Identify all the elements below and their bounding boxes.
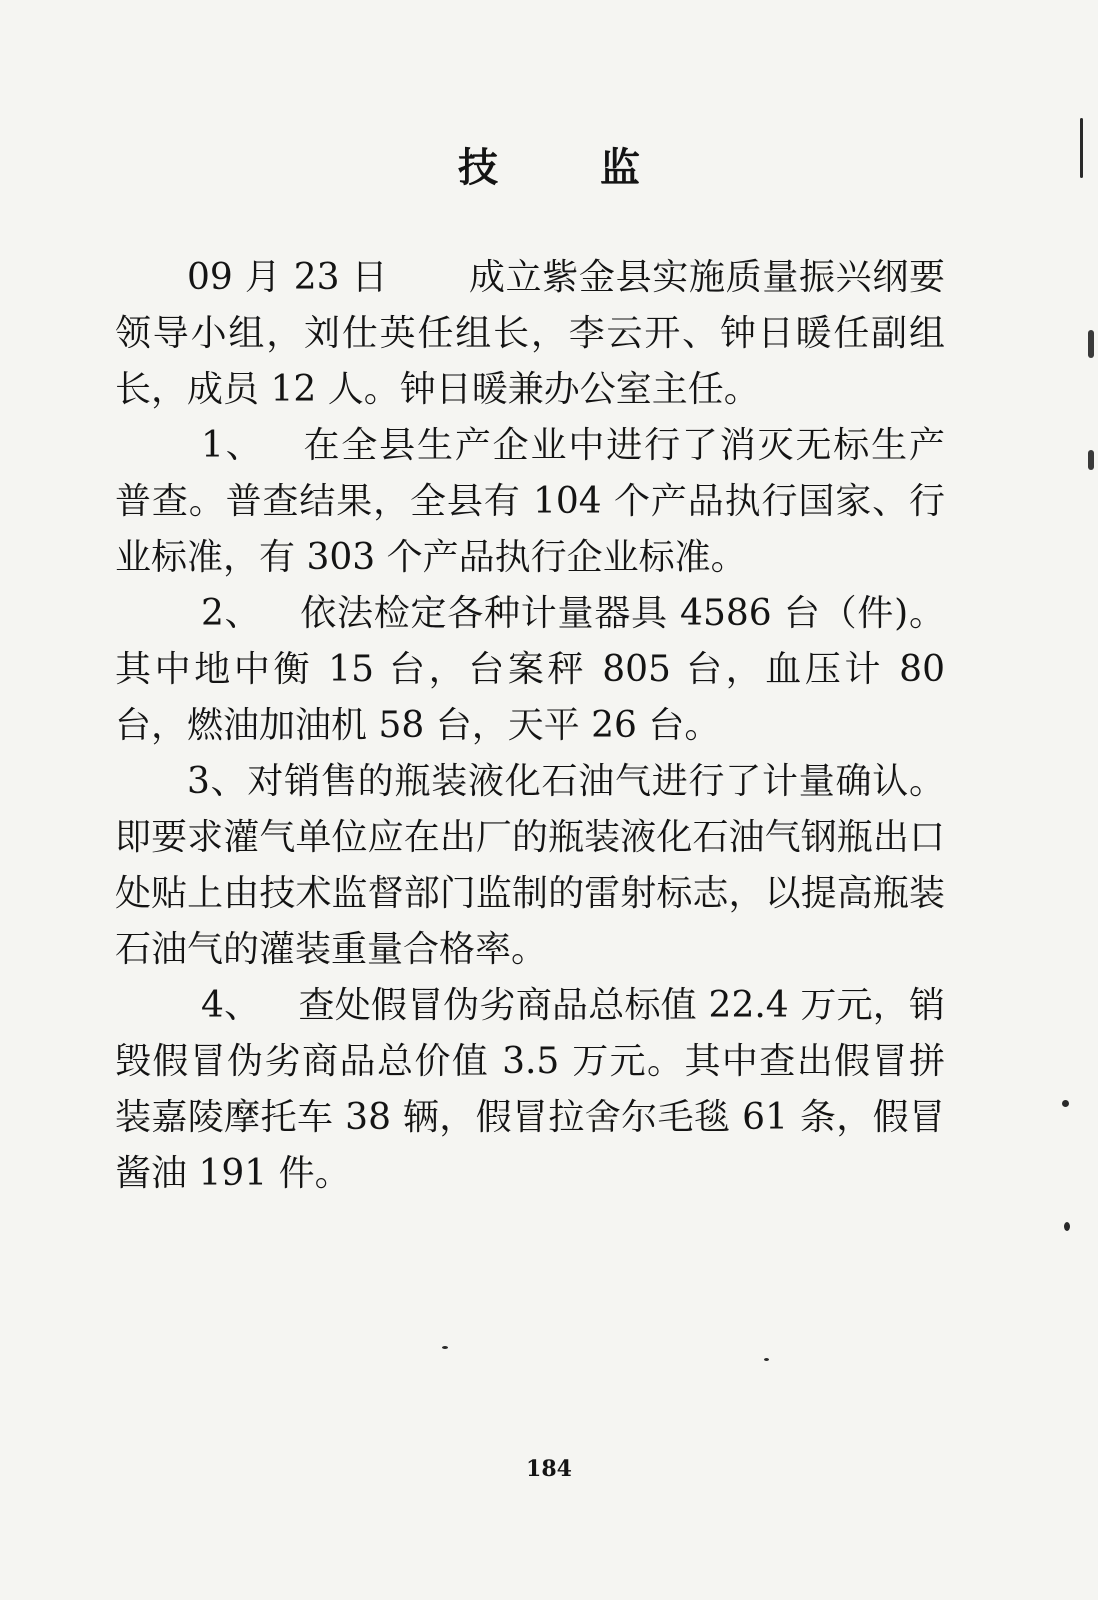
page-number: 184 [526, 1456, 572, 1482]
item-number: 1、 [201, 425, 264, 466]
scan-edge-mark [1088, 450, 1094, 470]
paragraph-text: 成立紫金县实施质量振兴纲要领导小组，刘仕英任组长，李云开、钟日暖任副组长，成员 12 人。钟日暖兼办公室主任。 [115, 257, 945, 410]
scan-speck [1062, 1100, 1069, 1107]
item-number: 2、 [201, 593, 262, 634]
paragraph-text: 查处假冒伪劣商品总标值 22.4 万元，销毁假冒伪劣商品总价值 3.5 万元。其中查出假冒拼装嘉陵摩托车 38 辆，假冒拉舍尔毛毯 61 条，假冒酱油 191 件。 [115, 985, 946, 1194]
item-number: 4、 [201, 985, 261, 1026]
paragraph-item-4 [115, 978, 945, 1202]
scan-speck [1064, 1222, 1070, 1231]
paragraph-item-3 [115, 754, 945, 978]
paragraph-text: 依法检定各种计量器具 4586 台（件)。其中地中衡 15 台，台案秤 805 台，血压计 80 台，燃油加油机 58 台，天平 26 台。 [115, 593, 945, 746]
paragraph-text: 在全县生产企业中进行了消灭无标生产普查。普查结果，全县有 104 个产品执行国家、行业标准，有 303 个产品执行企业标准。 [115, 425, 945, 578]
scan-edge-mark [1088, 330, 1094, 358]
document-title: 技 监 [458, 144, 684, 191]
scan-speck [442, 1346, 448, 1349]
item-number: 3、 [187, 761, 248, 802]
paragraph-date-entry [115, 250, 945, 418]
document-body [115, 250, 945, 1202]
scan-speck [764, 1358, 769, 1361]
paragraph-item-1 [115, 418, 945, 586]
scan-speck [1080, 118, 1083, 178]
paragraph-item-2 [115, 586, 945, 754]
paragraph-text: 对销售的瓶装液化石油气进行了计量确认。即要求灌气单位应在出厂的瓶装液化石油气钢瓶出口处贴上由技术监督部门监制的雷射标志，以提高瓶装石油气的灌装重量合格率。 [115, 761, 945, 970]
date-label: 09 月 23 日 [187, 257, 389, 298]
